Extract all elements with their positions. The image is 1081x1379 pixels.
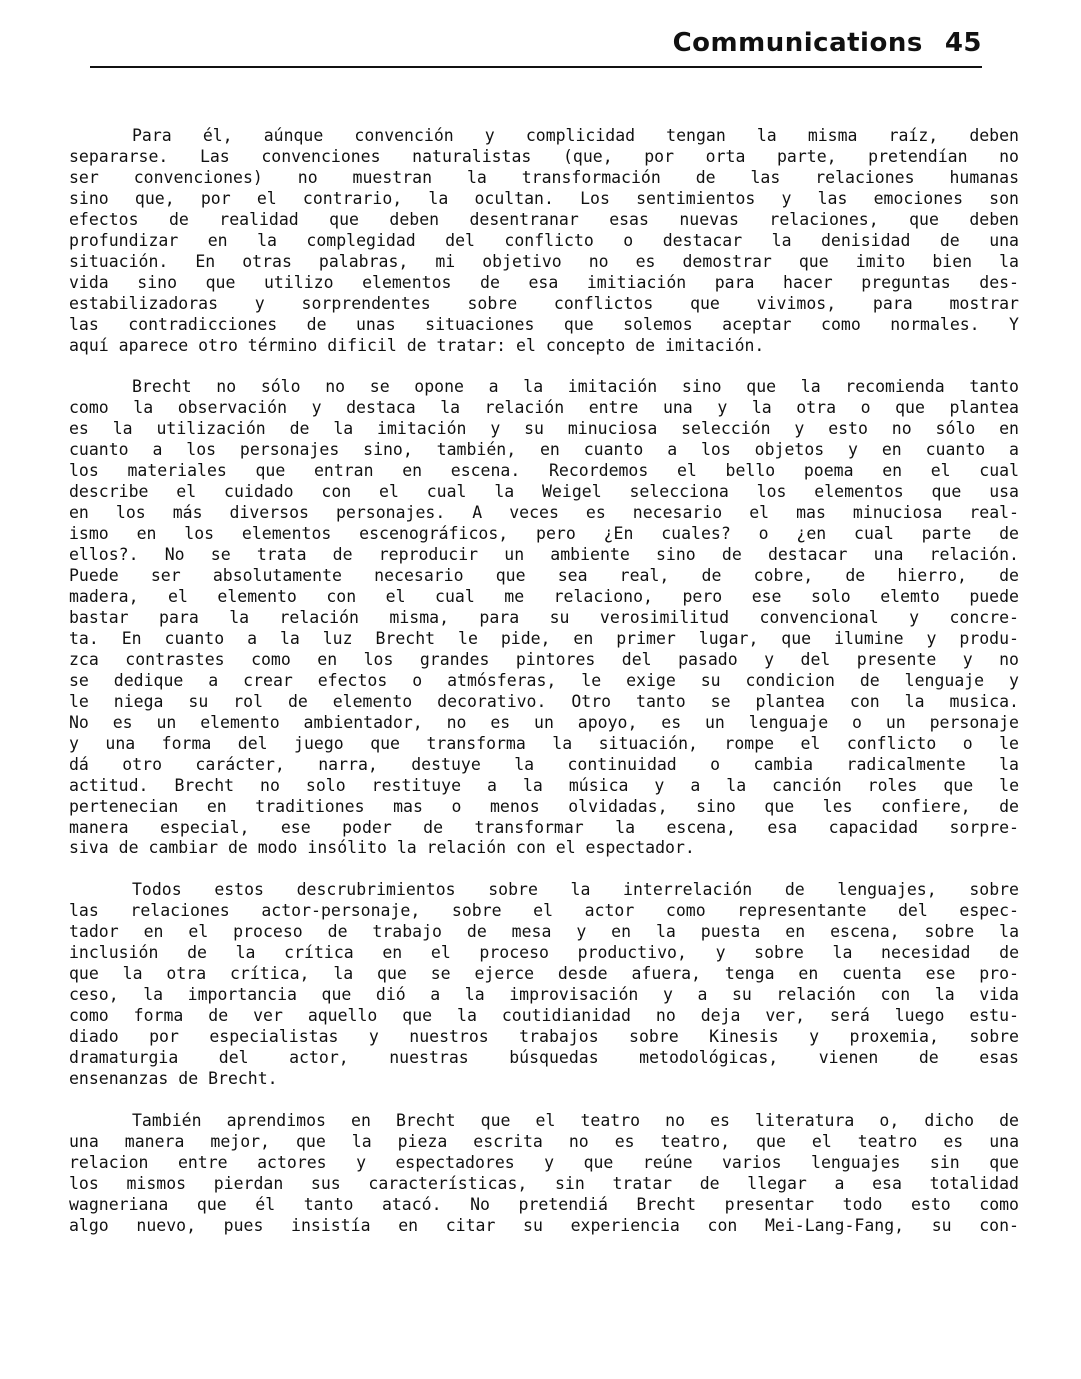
text-line: Todos estos descrubrimientos sobre la interrelación de lenguajes, sobre xyxy=(132,880,1019,900)
text-line: describe el cuidado con el cual la Weigel selecciona los elementos que usa xyxy=(69,482,1019,502)
paragraph xyxy=(69,377,1019,859)
header-title xyxy=(673,28,982,58)
paragraph xyxy=(69,1111,1019,1237)
text-line: las relaciones actor-personaje, sobre el actor como representante del espec- xyxy=(69,901,1019,921)
header-rule xyxy=(90,66,982,68)
paragraph xyxy=(69,880,1019,1090)
text-line: le niega su rol de elemento decorativo. Otro tanto se plantea con la musica. xyxy=(69,691,1019,711)
text-line: profundizar en la complegidad del conflicto o destacar la denisidad de una xyxy=(69,230,1019,250)
text-line: cuanto a los personajes sino, también, en cuanto a los objetos y en cuanto a xyxy=(69,440,1019,460)
text-line: dramaturgia del actor, nuestras búsquedas metodológicas, vienen de esas xyxy=(69,1048,1019,1068)
text-line: separarse. Las convenciones naturalistas (que, por orta parte, pretendían no xyxy=(69,146,1019,166)
text-line: Para él, aúnque convención y complicidad tengan la misma raíz, deben xyxy=(132,126,1019,145)
text-line: estabilizadoras y sorprendentes sobre conflictos que vivimos, para mostrar xyxy=(69,293,1019,313)
text-line: que la otra crítica, la que se ejerce desde afuera, tenga en cuenta ese pro- xyxy=(69,964,1019,984)
text-line: inclusión de la crítica en el proceso productivo, y sobre la necesidad de xyxy=(69,943,1019,963)
text-line: efectos de realidad que deben desentranar esas nuevas relaciones, que deben xyxy=(69,209,1019,229)
text-line: vida sino que utilizo elementos de esa imitiación para hacer preguntas des- xyxy=(69,272,1019,292)
text-line: y una forma del juego que transforma la situación, rompe el conflicto o le xyxy=(69,733,1019,753)
text-line: ser convenciones) no muestran la transformación de las relaciones humanas xyxy=(69,167,1019,187)
text-line: No es un elemento ambientador, no es un apoyo, es un lenguaje o un personaje xyxy=(69,712,1019,732)
running-header xyxy=(90,28,982,68)
text-line: aquí aparece otro término dificil de tratar: el concepto de imitación. xyxy=(69,335,765,355)
text-line: También aprendimos en Brecht que el teatro no es literatura o, dicho de xyxy=(132,1110,1019,1130)
text-line: ismo en los elementos escenográficos, pero ¿En cuales? o ¿en cual parte de xyxy=(69,524,1019,544)
text-line: una manera mejor, que la pieza escrita no es teatro, que el teatro es una xyxy=(69,1131,1019,1151)
text-line: ellos?. No se trata de reproducir un ambiente sino de destacar una relación. xyxy=(69,545,1019,565)
text-line: es la utilización de la imitación y su minuciosa selección y esto no sólo en xyxy=(69,419,1019,439)
section-title: Communications xyxy=(672,28,923,58)
text-line: tador en el proceso de trabajo de mesa y en la puesta en escena, sobre la xyxy=(69,922,1019,942)
text-line: se dedique a crear efectos o atmósferas, le exige su condicion de lenguaje y xyxy=(69,670,1019,690)
text-line: dá otro carácter, narra, destuye la continuidad o cambia radicalmente la xyxy=(69,754,1019,774)
body-text xyxy=(69,126,1019,1258)
text-line: manera especial, ese poder de transformar la escena, esa capacidad sorpre- xyxy=(69,817,1019,837)
page-number: 45 xyxy=(944,28,982,58)
text-line: como forma de ver aquello que la coutidianidad no deja ver, será luego estu- xyxy=(69,1006,1019,1026)
text-line: algo nuevo, pues insistía en citar su experiencia con Mei-Lang-Fang, su con- xyxy=(69,1215,1019,1235)
text-line: siva de cambiar de modo insólito la relación con el espectador. xyxy=(69,838,695,858)
text-line: los materiales que entran en escena. Recordemos el bello poema en el cual xyxy=(69,461,1019,481)
text-line: diado por especialistas y nuestros trabajos sobre Kinesis y proxemia, sobre xyxy=(69,1027,1019,1047)
text-line: ensenanzas de Brecht. xyxy=(69,1068,278,1088)
text-line: Puede ser absolutamente necesario que sea real, de cobre, de hierro, de xyxy=(69,566,1019,586)
text-line: Brecht no sólo no se opone a la imitación sino que la recomienda tanto xyxy=(132,377,1019,397)
text-line: wagneriana que él tanto atacó. No pretendiá Brecht presentar todo esto como xyxy=(69,1194,1019,1214)
text-line: actitud. Brecht no solo restituye a la música y a la canción roles que le xyxy=(69,775,1019,795)
text-line: relacion entre actores y espectadores y que reúne varios lenguajes sin que xyxy=(69,1152,1019,1172)
text-line: los mismos pierdan sus características, sin tratar de llegar a esa totalidad xyxy=(69,1173,1019,1193)
paragraph xyxy=(69,126,1019,356)
text-line: madera, el elemento con el cual me relaciono, pero ese solo elemto puede xyxy=(69,587,1019,607)
text-line: pertenecian en traditiones mas o menos olvidadas, sino que les confiere, de xyxy=(69,796,1019,816)
text-line: como la observación y destaca la relación entre una y la otra o que plantea xyxy=(69,398,1019,418)
text-line: en los más diversos personajes. A veces es necesario el mas minuciosa real- xyxy=(69,503,1019,523)
text-line: bastar para la relación misma, para su verosimilitud convencional y concre- xyxy=(69,607,1019,627)
text-line: sino que, por el contrario, la ocultan. Los sentimientos y las emociones son xyxy=(69,188,1019,208)
text-line: las contradicciones de unas situaciones que solemos aceptar como normales. Y xyxy=(69,314,1019,334)
text-line: situación. En otras palabras, mi objetivo no es demostrar que imito bien la xyxy=(69,251,1019,271)
text-line: ceso, la importancia que dió a la improvisación y a su relación con la vida xyxy=(69,985,1019,1005)
text-line: zca contrastes como en los grandes pintores del pasado y del presente y no xyxy=(69,649,1019,669)
text-line: ta. En cuanto a la luz Brecht le pide, en primer lugar, que ilumine y produ- xyxy=(69,628,1019,648)
